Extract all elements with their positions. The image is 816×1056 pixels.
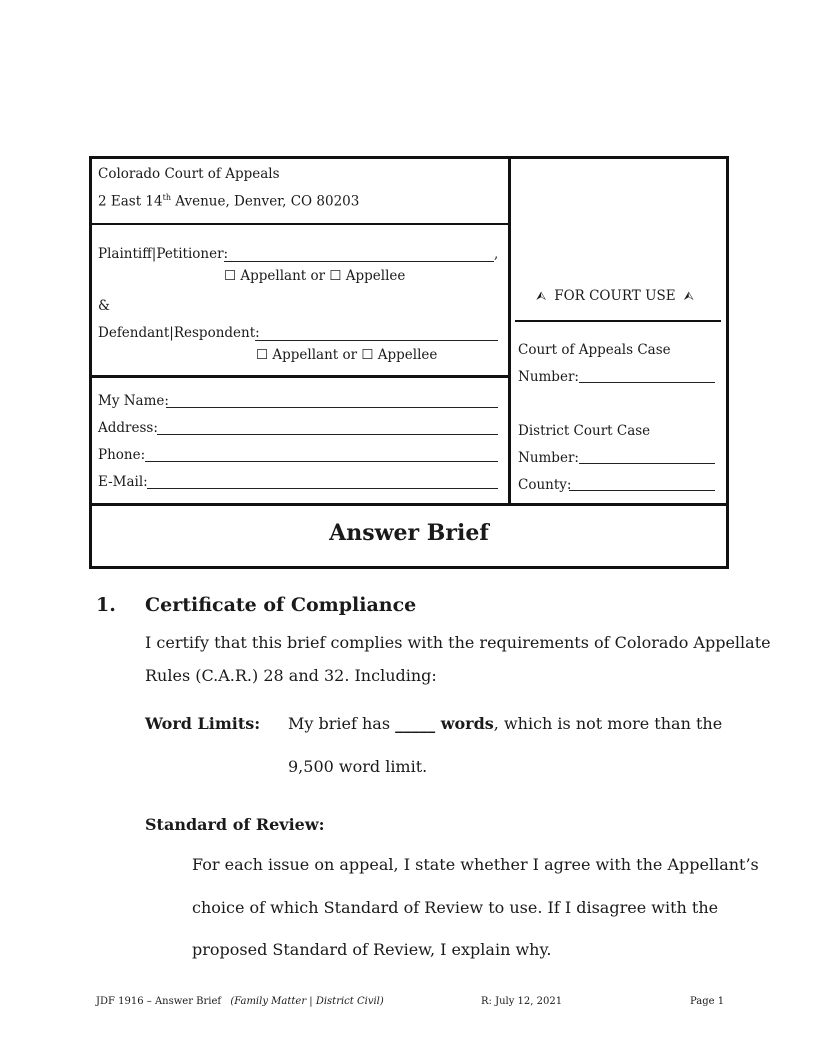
standard-label: Standard of Review: (145, 815, 325, 834)
intro-line-2: Rules (C.A.R.) 28 and 32. Including: (145, 666, 437, 685)
county-field[interactable] (569, 490, 715, 491)
footer-page: Page 1 (690, 996, 725, 1007)
word-limits-label: Word Limits: (145, 714, 261, 733)
phone-field[interactable] (145, 461, 498, 462)
court-use-separator (515, 320, 721, 322)
footer-revision: R: July 12, 2021 (481, 996, 563, 1007)
arrow-up-icon: ⮙ (683, 289, 694, 303)
county-label: County: (518, 477, 572, 493)
court-address-suffix: Avenue, Denver, CO 80203 (170, 193, 360, 210)
word-limits-line-1 (288, 714, 722, 733)
section-number: 1. (96, 594, 116, 616)
email-field[interactable] (147, 488, 498, 489)
my-name-field[interactable] (166, 407, 498, 408)
ampersand: & (98, 298, 111, 314)
caption-column-divider (508, 156, 511, 506)
word-text-bold: words (435, 714, 494, 733)
plaintiff-comma: , (494, 246, 499, 262)
address-label: Address: (98, 420, 158, 436)
footer-form-id (96, 996, 384, 1007)
document-title: Answer Brief (329, 520, 489, 546)
email-label: E-Mail: (98, 474, 148, 490)
section-heading: Certificate of Compliance (145, 594, 417, 616)
footer-form-subtitle: (Family Matter | District Civil) (230, 996, 384, 1007)
court-address-prefix: 2 East 14 (98, 193, 163, 210)
standard-line-2: choice of which Standard of Review to use. If I disagree with the (192, 898, 719, 917)
district-number-label: Number: (518, 450, 579, 466)
plaintiff-role-options[interactable]: ☐ Appellant or ☐ Appellee (224, 268, 406, 284)
district-number-field[interactable] (579, 463, 715, 464)
court-use-heading (536, 288, 694, 304)
word-text-after: , which is not more than the (493, 714, 723, 733)
court-address-sup: th (162, 193, 171, 202)
address-field[interactable] (157, 434, 498, 435)
phone-label: Phone: (98, 447, 146, 463)
defendant-field[interactable] (255, 340, 498, 341)
word-limits-line-2: 9,500 word limit. (288, 757, 428, 776)
coa-number-field[interactable] (579, 382, 715, 383)
arrow-up-icon: ⮙ (536, 289, 547, 303)
caption-divider-2 (89, 375, 510, 378)
my-name-label: My Name: (98, 393, 169, 409)
coa-number-label: Number: (518, 369, 579, 385)
standard-line-1: For each issue on appeal, I state whether I agree with the Appellant’s (192, 855, 759, 874)
footer-form-name: JDF 1916 – Answer Brief (96, 996, 222, 1007)
caption-divider-1 (89, 223, 510, 225)
defendant-label: Defendant|Respondent: (98, 325, 260, 341)
word-count-blank[interactable]: _____ (395, 714, 436, 733)
caption-divider-title (89, 503, 729, 506)
court-use-label: FOR COURT USE (554, 288, 676, 304)
coa-case-label: Court of Appeals Case (518, 342, 671, 358)
district-case-label: District Court Case (518, 423, 651, 439)
plaintiff-label: Plaintiff|Petitioner: (98, 246, 229, 262)
plaintiff-field[interactable] (224, 261, 494, 262)
word-text-before: My brief has (288, 714, 396, 733)
court-name: Colorado Court of Appeals (98, 166, 280, 182)
court-address (98, 193, 359, 210)
defendant-role-options[interactable]: ☐ Appellant or ☐ Appellee (256, 347, 438, 363)
standard-line-3: proposed Standard of Review, I explain why. (192, 940, 552, 959)
intro-line-1: I certify that this brief complies with the requirements of Colorado Appellate (145, 633, 771, 652)
